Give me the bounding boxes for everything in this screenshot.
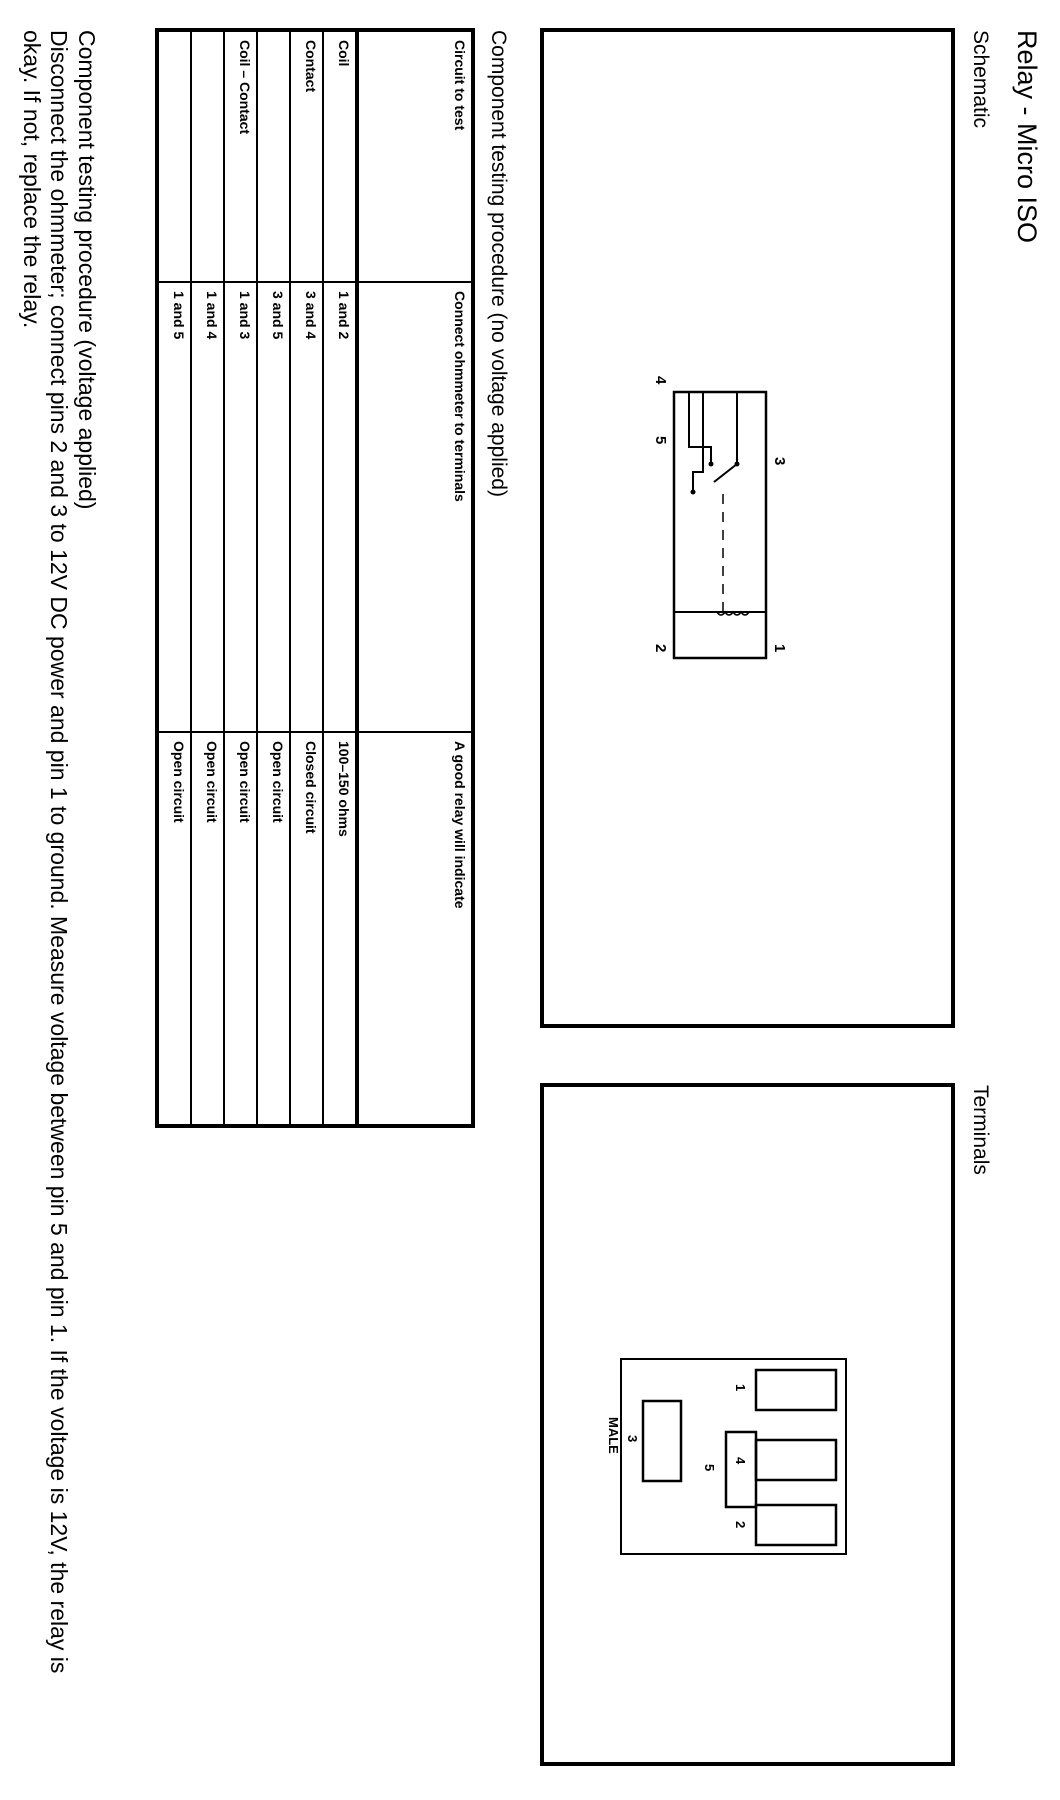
row-terminals: 1 and 5: [159, 282, 191, 732]
table-row: [191, 32, 224, 1124]
row-circuit: Contact: [290, 32, 323, 282]
row-terminals: 1 and 4: [191, 282, 224, 732]
page-title: Relay - Micro ISO: [1012, 30, 1042, 244]
schematic-pin-1-label: 1: [771, 644, 788, 653]
row-result: Open circuit: [191, 732, 224, 1124]
row-circuit: Coil – Contact: [224, 32, 257, 282]
nc-contact-point: [709, 462, 714, 467]
no-voltage-heading: Component testing procedure (no voltage applied): [487, 30, 510, 497]
contact-pivot: [735, 462, 740, 467]
terminal-5-slot: [726, 1432, 756, 1507]
row-result: Open circuit: [171, 741, 188, 823]
contact-arm: [714, 464, 737, 482]
connector-type-label: MALE: [606, 1417, 621, 1454]
terminals-diagram: [544, 1087, 951, 1762]
voltage-procedure: [17, 30, 100, 1730]
testing-table-frame: [155, 28, 475, 1128]
table-row: [290, 32, 323, 1124]
terminal-pin-4-label: 4: [733, 1457, 748, 1465]
terminals-label: Terminals: [969, 1085, 992, 1175]
terminal-pin-1-label: 1: [733, 1384, 748, 1392]
header-result: A good relay will indicate: [357, 732, 471, 1124]
row-terminals: 3 and 5: [257, 282, 290, 732]
table-row: [257, 32, 290, 1124]
row-result: Open circuit: [224, 732, 257, 1124]
schematic-pin-3-label: 3: [771, 457, 788, 466]
terminal-pin-2-label: 2: [733, 1521, 748, 1529]
relay-body: [674, 392, 766, 658]
voltage-heading: Component testing procedure (voltage applied): [74, 30, 100, 510]
terminal-2-slot: [756, 1505, 836, 1545]
row-circuit: [257, 32, 290, 282]
schematic-panel: [540, 28, 955, 1028]
table-row: [224, 32, 257, 1124]
row-result: Open circuit: [257, 732, 290, 1124]
schematic-label: Schematic: [969, 30, 992, 129]
schematic-pin-4-label: 4: [652, 376, 669, 385]
table-row: [323, 32, 357, 1124]
terminal-4-slot: [756, 1440, 836, 1480]
row-terminals: 1 and 2: [323, 282, 357, 732]
schematic-pin-2-label: 2: [652, 644, 669, 653]
row-result: Closed circuit: [290, 732, 323, 1124]
terminal-pin-5-label: 5: [702, 1464, 717, 1472]
row-terminals: 1 and 3: [224, 282, 257, 732]
pin-5-lead: [693, 392, 703, 492]
voltage-instructions: Disconnect the ohmmeter; connect pins 2 and 3 to 12V DC power and pin 1 to ground. Measure voltage between pin 5 and pin 1. If the voltage is 12V, the relay is okay. If not, replace the relay.: [18, 30, 73, 1674]
terminals-panel: [540, 1083, 955, 1766]
header-terminals: Connect ohmmeter to terminals: [357, 282, 471, 732]
terminal-1-slot: [756, 1370, 836, 1410]
no-contact-point: [691, 490, 696, 495]
terminal-3-slot: [643, 1401, 681, 1481]
table-header-row: [357, 32, 471, 1124]
row-result: 100–150 ohms: [323, 732, 357, 1124]
row-terminals: 3 and 4: [290, 282, 323, 732]
row-circuit: [159, 32, 191, 282]
header-circuit: Circuit to test: [357, 32, 471, 282]
terminal-pin-3-label: 3: [625, 1435, 640, 1443]
table-row: [159, 32, 191, 1124]
row-circuit: Coil: [323, 32, 357, 282]
row-circuit: [191, 32, 224, 282]
testing-table: [159, 32, 471, 1124]
schematic-pin-5-label: 5: [652, 436, 669, 445]
pin-4-lead: [689, 392, 711, 464]
relay-schematic-diagram: [544, 32, 951, 1024]
